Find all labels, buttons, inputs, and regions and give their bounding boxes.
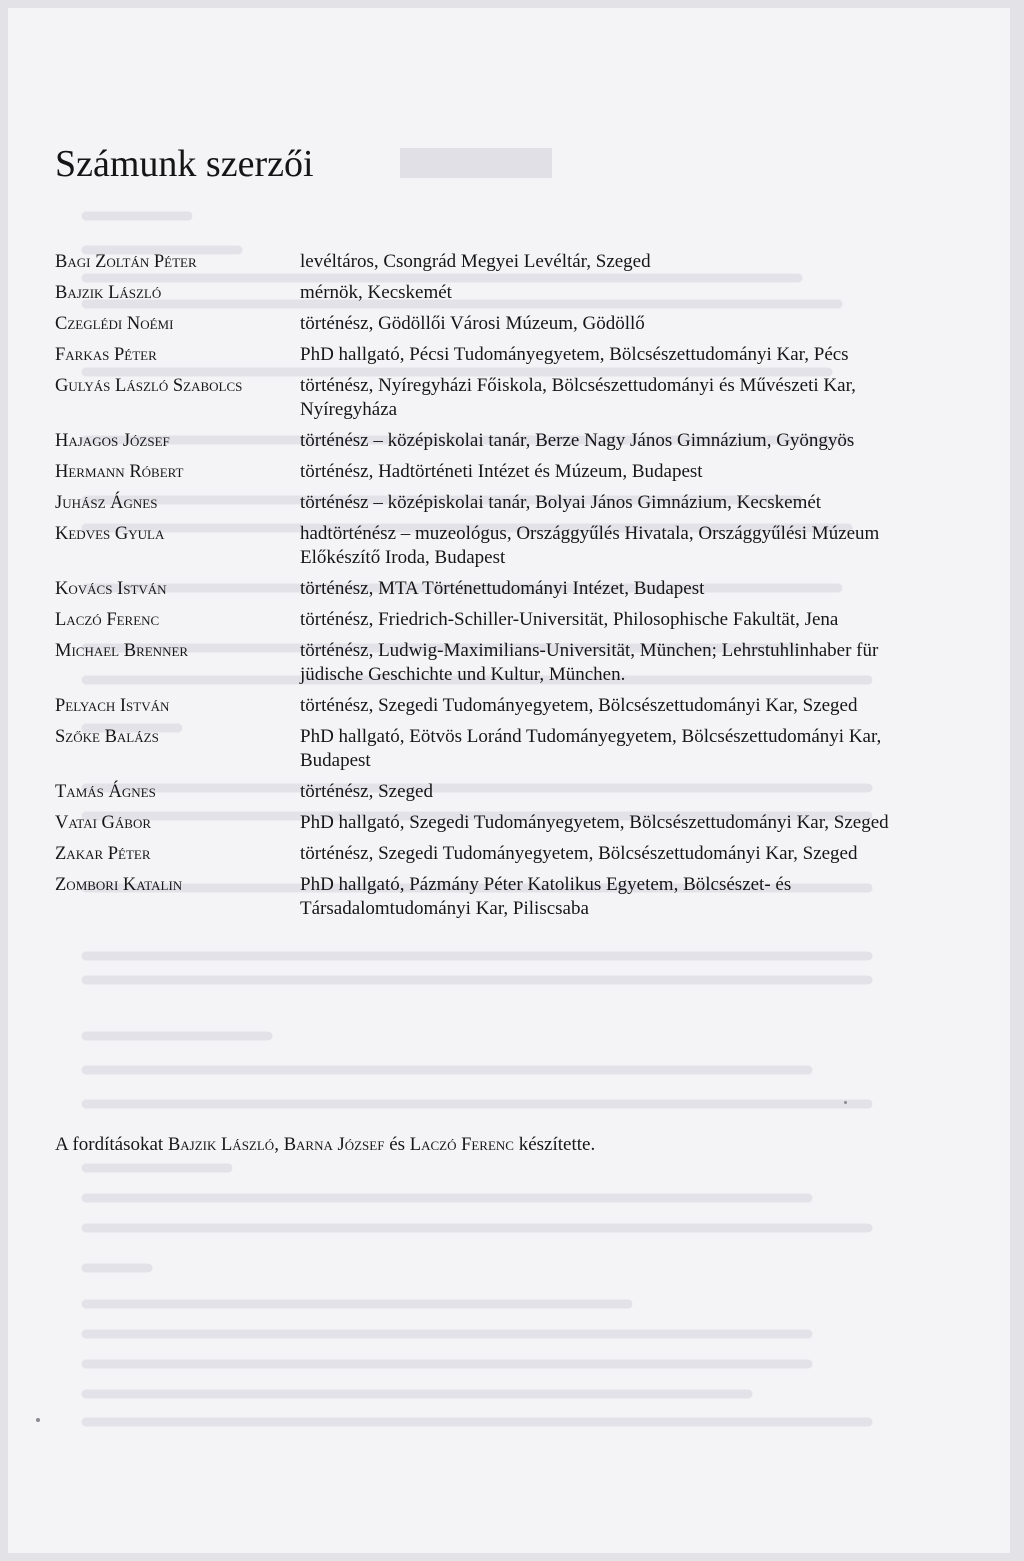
author-name: Hajagos József — [55, 431, 170, 451]
author-entry — [55, 491, 905, 515]
author-name: Hermann Róbert — [55, 462, 184, 482]
author-affiliation: történész, MTA Történettudományi Intézet, Budapest — [300, 578, 705, 599]
author-affiliation: mérnök, Kecskemét — [300, 282, 452, 303]
author-name: Czeglédi Noémi — [55, 314, 174, 334]
author-entry — [55, 429, 905, 453]
author-affiliation: PhD hallgató, Eötvös Loránd Tudományegyetem, Bölcsészettudományi Kar, Budapest — [300, 726, 882, 771]
credits-separator: , — [274, 1134, 279, 1155]
author-name: Laczó Ferenc — [55, 610, 160, 630]
author-affiliation: történész, Hadtörténeti Intézet és Múzeum, Budapest — [300, 461, 703, 482]
author-entry — [55, 725, 905, 773]
translation-credits — [55, 1133, 595, 1157]
author-entry — [55, 842, 905, 866]
author-affiliation: PhD hallgató, Pécsi Tudományegyetem, Bölcsészettudományi Kar, Pécs — [300, 344, 849, 365]
author-name: Vatai Gábor — [55, 813, 152, 833]
author-name: Zombori Katalin — [55, 875, 183, 895]
author-affiliation: történész, Gödöllői Városi Múzeum, Gödöllő — [300, 313, 645, 334]
author-name: Szőke Balázs — [55, 727, 159, 747]
author-entry — [55, 694, 905, 718]
author-entry — [55, 522, 905, 570]
author-affiliation: történész, Szegedi Tudományegyetem, Bölcsészettudományi Kar, Szeged — [300, 695, 858, 716]
author-affiliation: PhD hallgató, Pázmány Péter Katolikus Egyetem, Bölcsészet- és Társadalomtudományi Kar, Piliscsaba — [300, 874, 792, 919]
credits-prefix: A fordításokat — [55, 1134, 164, 1155]
author-name: Michael Brenner — [55, 641, 189, 661]
credits-conjunction: és — [389, 1134, 406, 1155]
author-affiliation: történész, Friedrich-Schiller-Universität, Philosophische Fakultät, Jena — [300, 609, 839, 630]
author-affiliation: hadtörténész – muzeológus, Országgyűlés Hivatala, Országgyűlési Múzeum Előkészítő Iroda, Budapest — [300, 523, 880, 568]
credits-suffix: készítette. — [518, 1134, 596, 1155]
author-name: Bagi Zoltán Péter — [55, 252, 197, 272]
translator-name: Barna József — [283, 1135, 385, 1155]
author-entry — [55, 250, 905, 274]
document-page — [8, 8, 1010, 1553]
author-name: Zakar Péter — [55, 844, 151, 864]
author-entry — [55, 460, 905, 484]
author-affiliation: PhD hallgató, Szegedi Tudományegyetem, Bölcsészettudományi Kar, Szeged — [300, 812, 889, 833]
author-entry — [55, 639, 905, 687]
author-entry — [55, 577, 905, 601]
author-affiliation: történész – középiskolai tanár, Berze Nagy János Gimnázium, Gyöngyös — [300, 430, 855, 451]
author-name: Bajzik László — [55, 283, 162, 303]
author-name: Farkas Péter — [55, 345, 157, 365]
author-name: Kedves Gyula — [55, 524, 165, 544]
author-affiliation: történész – középiskolai tanár, Bolyai János Gimnázium, Kecskemét — [300, 492, 822, 513]
author-affiliation: történész, Szeged — [300, 781, 433, 802]
scan-speck — [844, 1101, 847, 1104]
author-entry — [55, 343, 905, 367]
author-entry — [55, 374, 905, 422]
author-name: Gulyás László Szabolcs — [55, 376, 243, 396]
author-name: Kovács István — [55, 579, 167, 599]
author-name: Pelyach István — [55, 696, 170, 716]
author-affiliation: levéltáros, Csongrád Megyei Levéltár, Szeged — [300, 251, 651, 272]
page-title: Számunk szerzői — [55, 143, 314, 185]
author-entry — [55, 811, 905, 835]
author-affiliation: történész, Ludwig-Maximilians-Universität, München; Lehrstuhlinhaber für jüdische Geschichte und Kultur, München. — [300, 640, 879, 685]
translator-name: Bajzik László — [167, 1135, 275, 1155]
author-entry — [55, 873, 905, 921]
author-name: Juhász Ágnes — [55, 493, 158, 513]
author-entry — [55, 780, 905, 804]
author-affiliation: történész, Szegedi Tudományegyetem, Bölcsészettudományi Kar, Szeged — [300, 843, 858, 864]
author-affiliation: történész, Nyíregyházi Főiskola, Bölcsészettudományi és Művészeti Kar, Nyíregyháza — [300, 375, 856, 420]
author-entry — [55, 281, 905, 305]
author-name: Tamás Ágnes — [55, 782, 156, 802]
author-entry — [55, 608, 905, 632]
scan-speck — [36, 1418, 40, 1422]
author-list — [55, 250, 905, 928]
author-entry — [55, 312, 905, 336]
translator-name: Laczó Ferenc — [409, 1135, 514, 1155]
